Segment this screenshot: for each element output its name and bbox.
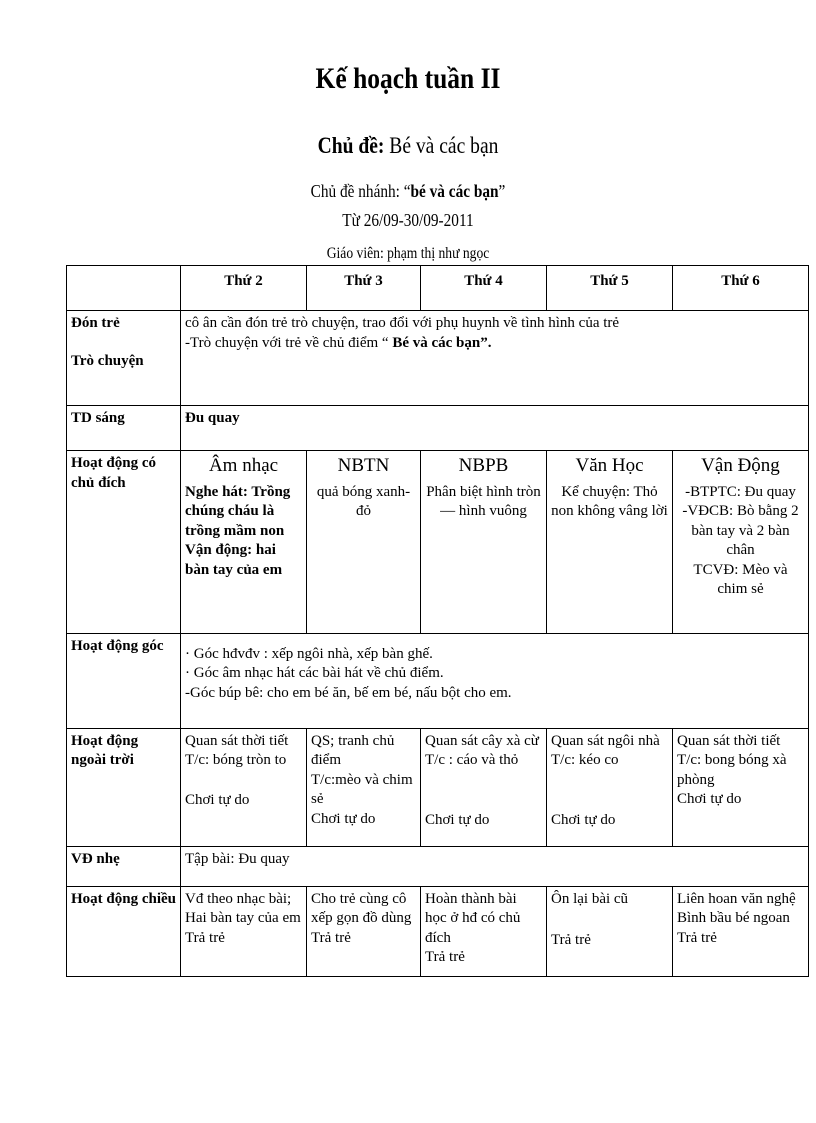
date-range: Từ 26/09-30/09-2011 [342,210,474,230]
text-part: ”. [480,334,492,351]
focused-tue [307,451,421,633]
text-line: quả bóng xanh- đỏ [316,483,411,520]
text-line: Bình bầu bé ngoan [677,910,790,927]
text-line: Ôn lại bài cũ [551,890,629,907]
subject-title: NBTN [337,455,390,477]
focused-thu [547,451,673,633]
text-line: -Góc búp bê: cho em bé ăn, bế em bé, nấu bột cho em. [185,684,512,701]
text-line: -VĐCB: Bò bằng 2 bàn tay và 2 bàn chân [682,503,799,559]
corner-content [181,633,809,728]
subtheme-value: bé và các bạn [410,181,499,201]
outdoor-tue [307,728,421,846]
text-line: Quan sát thời tiết [677,732,781,749]
outdoor-mon [181,728,307,846]
text-line: Liên hoan văn nghệ [677,890,796,907]
afternoon-tue [307,886,421,976]
text-line: Nghe hát: Trồng chúng cháu là trồng mầm non [185,483,291,539]
day-header: Thứ 2 [181,266,307,311]
text-line: Trả trẻ [185,929,225,946]
row-label: Hoạt động có chủ đích [67,451,181,633]
weekly-plan-table [66,265,809,977]
row-label-line: Đón trẻ [71,315,120,332]
text-line: Phân biệt hình tròn — hình vuông [426,483,541,520]
subtheme-label: Chủ đề nhánh: “ [310,181,411,201]
outdoor-wed [421,728,547,846]
text-line: Vđ theo nhạc bài; Hai bàn tay của em [185,890,301,927]
theme-label: Chủ đề: [317,133,385,158]
text-line: Quan sát cây xà cừ [425,732,539,749]
subject-title: NBPB [458,455,509,477]
text-line: · Góc hđvđv : xếp ngôi nhà, xếp bàn ghế. [185,645,433,662]
text-line: Quan sát thời tiết [185,732,289,749]
row-label [67,311,181,406]
theme-value: Bé và các bạn [389,133,499,158]
text-line: Quan sát ngôi nhà [551,732,660,749]
text-line: Chơi tự do [677,791,742,808]
table-row-focused [67,451,809,633]
day-header: Thứ 4 [421,266,547,311]
row-label: Hoạt động chiều [67,886,181,976]
welcome-content [181,311,809,406]
table-row-corner [67,633,809,728]
afternoon-wed [421,886,547,976]
light-content: Tập bài: Đu quay [181,846,809,886]
text-line: cô ân cần đón trẻ trò chuyện, trao đổi với phụ huynh về tình hình của trẻ [185,315,620,332]
focused-mon [181,451,307,633]
row-label: VĐ nhẹ [67,846,181,886]
text-part: -Trò chuyện với trẻ về chủ điểm “ [185,334,393,351]
text-line: Trả trẻ [551,932,591,949]
corner-cell [67,266,181,311]
text-line: Trả trẻ [425,949,465,966]
text-line: Vận động: hai bàn tay của em [185,542,283,578]
table-header-row [67,266,809,311]
row-label: Hoạt động góc [67,633,181,728]
table-row-afternoon [67,886,809,976]
afternoon-thu [547,886,673,976]
morning-content: Đu quay [181,406,809,451]
text-line: T/c: bong bóng xà phòng [677,752,787,788]
focused-wed [421,451,547,633]
table-row-welcome [67,311,809,406]
table-row-morning [67,406,809,451]
text-line: Cho trẻ cùng cô xếp gọn đồ dùng [311,890,412,927]
subtheme-close: ” [498,181,506,201]
theme-line [61,133,755,159]
subtheme-line [61,181,755,202]
text-line: Hoàn thành bài học ở hđ có chủ đích [425,890,521,946]
text-part: Bé và các bạn [392,334,481,351]
subject-title: Vận Động [701,455,780,477]
row-label: TD sáng [67,406,181,451]
text-line: Chơi tự do [185,791,250,808]
text-line: Trả trẻ [677,929,717,946]
text-line: Trả trẻ [311,929,351,946]
text-line: QS; tranh chủ điểm [311,732,395,769]
text-line: T/c : cáo và thỏ [425,752,519,769]
text-line: Chơi tự do [551,811,616,828]
text-line: Kể chuyện: Thỏ non không vâng lời [551,483,668,520]
table-row-light [67,846,809,886]
table-row-outdoor [67,728,809,846]
text-line: T/c:mèo và chim sẻ [311,771,413,808]
text-line: T/c: bóng tròn to [185,752,287,769]
page-title: Kế hoạch tuần II [315,62,501,95]
text-line: T/c: kéo co [551,752,619,769]
row-label-line: Trò chuyện [71,352,144,369]
focused-fri [673,451,809,633]
afternoon-mon [181,886,307,976]
day-header: Thứ 6 [673,266,809,311]
text-line: · Góc âm nhạc hát các bài hát về chủ điểm. [185,665,444,681]
text-line: -BTPTC: Đu quay [685,483,796,500]
teacher-name: Giáo viên: phạm thị như ngọc [326,245,490,262]
outdoor-fri [673,728,809,846]
text-line: Chơi tự do [425,811,490,828]
day-header: Thứ 5 [547,266,673,311]
row-label: Hoạt động ngoài trời [67,728,181,846]
text-line: TCVĐ: Mèo và chim sẻ [693,561,788,598]
afternoon-fri [673,886,809,976]
subject-title: Văn Học [575,455,644,477]
subject-title: Âm nhạc [208,455,279,477]
text-line: Chơi tự do [311,810,376,827]
day-header: Thứ 3 [307,266,421,311]
text-line [185,334,804,354]
outdoor-thu [547,728,673,846]
